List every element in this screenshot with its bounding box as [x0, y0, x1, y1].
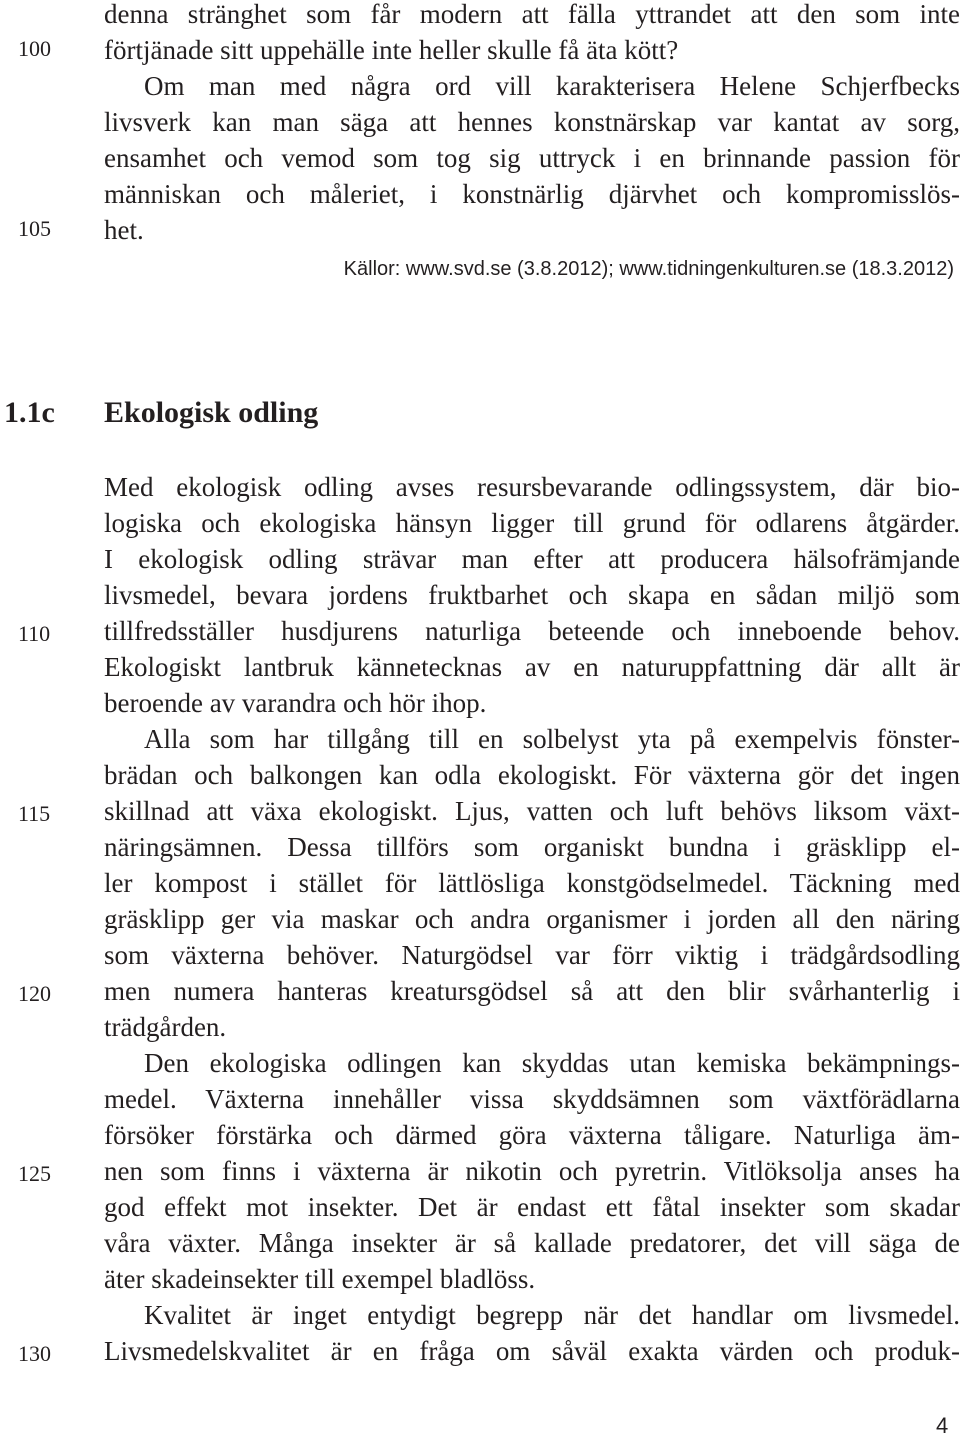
section-title: Ekologisk odling	[104, 396, 319, 429]
line-number: 130	[18, 1341, 51, 1366]
text-line: försöker förstärka och därmed göra växterna tåligare. Naturliga äm-	[104, 1120, 960, 1150]
section-number: 1.1c	[4, 396, 55, 429]
text-line: förtjänade sitt uppehälle inte heller skulle få äta kött?	[104, 35, 679, 65]
text-line: våra växter. Många insekter är så kallade predatorer, det vill säga de	[104, 1228, 960, 1258]
text-line: livsmedel, bevara jordens fruktbarhet och skapa en sådan miljö som	[104, 580, 960, 610]
text-line: Ekologiskt lantbruk kännetecknas av en naturuppfattning där allt är	[104, 652, 960, 682]
text-line: ensamhet och vemod som tog sig uttryck i en brinnande passion för	[104, 143, 960, 173]
text-line: denna stränghet som får modern att fälla yttrandet att den som inte	[104, 0, 960, 29]
text-line: näringsämnen. Dessa tillförs som organiskt bundna i gräsklipp el-	[104, 832, 960, 862]
text-line: livsverk kan man säga att hennes konstnärskap var kantat av sorg,	[104, 107, 960, 137]
text-line: het.	[104, 215, 144, 245]
text-line: god effekt mot insekter. Det är endast ett fåtal insekter som skadar	[104, 1192, 960, 1222]
top-paragraphs	[104, 0, 960, 248]
text-line: nen som finns i växterna är nikotin och pyretrin. Vitlöksolja anses ha	[104, 1156, 960, 1186]
body-paragraphs	[104, 469, 960, 1369]
text-line: Om man med några ord vill karakterisera Helene Schjerfbecks	[144, 71, 960, 101]
text-line: Kvalitet är inget entydigt begrepp när det handlar om livsmedel.	[144, 1300, 960, 1330]
line-number: 110	[18, 621, 51, 646]
text-line: medel. Växterna innehåller vissa skyddsämnen som växtförädlarna	[104, 1084, 960, 1114]
text-line: Livsmedelskvalitet är en fråga om såväl exakta värden och produk-	[104, 1336, 960, 1366]
text-line: människan och måleriet, i konstnärlig djärvhet och kompromisslös-	[104, 179, 960, 209]
text-line: Den ekologiska odlingen kan skyddas utan kemiska bekämpnings-	[144, 1048, 960, 1078]
text-line: skillnad att växa ekologiskt. Ljus, vatten och luft behövs liksom växt-	[104, 796, 960, 826]
text-line: äter skadeinsekter till exempel bladlöss.	[104, 1264, 536, 1294]
text-line: gräsklipp ger via maskar och andra organismer i jorden all den näring	[104, 904, 960, 934]
text-line: beroende av varandra och hör ihop.	[104, 688, 487, 718]
text-line: brädan och balkongen kan odla ekologiskt. För växterna gör det ingen	[104, 760, 960, 790]
text-line: Alla som har tillgång till en solbelyst yta på exempelvis fönster-	[144, 724, 960, 754]
text-line: logiska och ekologiska hänsyn ligger till grund för odlarens åtgärder.	[104, 508, 960, 538]
text-line: Med ekologisk odling avses resursbevarande odlingssystem, där bio-	[104, 472, 960, 502]
page-number: 4	[936, 1413, 949, 1438]
text-line: tillfredsställer husdjurens naturliga beteende och inneboende behov.	[104, 616, 960, 646]
line-number: 100	[18, 36, 51, 61]
text-line: som växterna behöver. Naturgödsel var förr viktig i trädgårdsodling	[104, 940, 960, 970]
sources-citation: Källor: www.svd.se (3.8.2012); www.tidningenkulturen.se (18.3.2012)	[343, 258, 954, 280]
line-number-gutter	[0, 0, 90, 1445]
text-line: I ekologisk odling strävar man efter att producera hälsofrämjande	[104, 544, 960, 574]
line-number: 125	[18, 1161, 51, 1186]
line-number: 105	[18, 216, 51, 241]
line-number: 115	[18, 801, 51, 826]
text-line: men numera hanteras kreatursgödsel så att den blir svårhanterlig i	[104, 976, 960, 1006]
text-line: ler kompost i stället för lättlösliga konstgödselmedel. Täckning med	[104, 868, 960, 898]
line-number: 120	[18, 981, 51, 1006]
text-line: trädgården.	[104, 1012, 227, 1042]
